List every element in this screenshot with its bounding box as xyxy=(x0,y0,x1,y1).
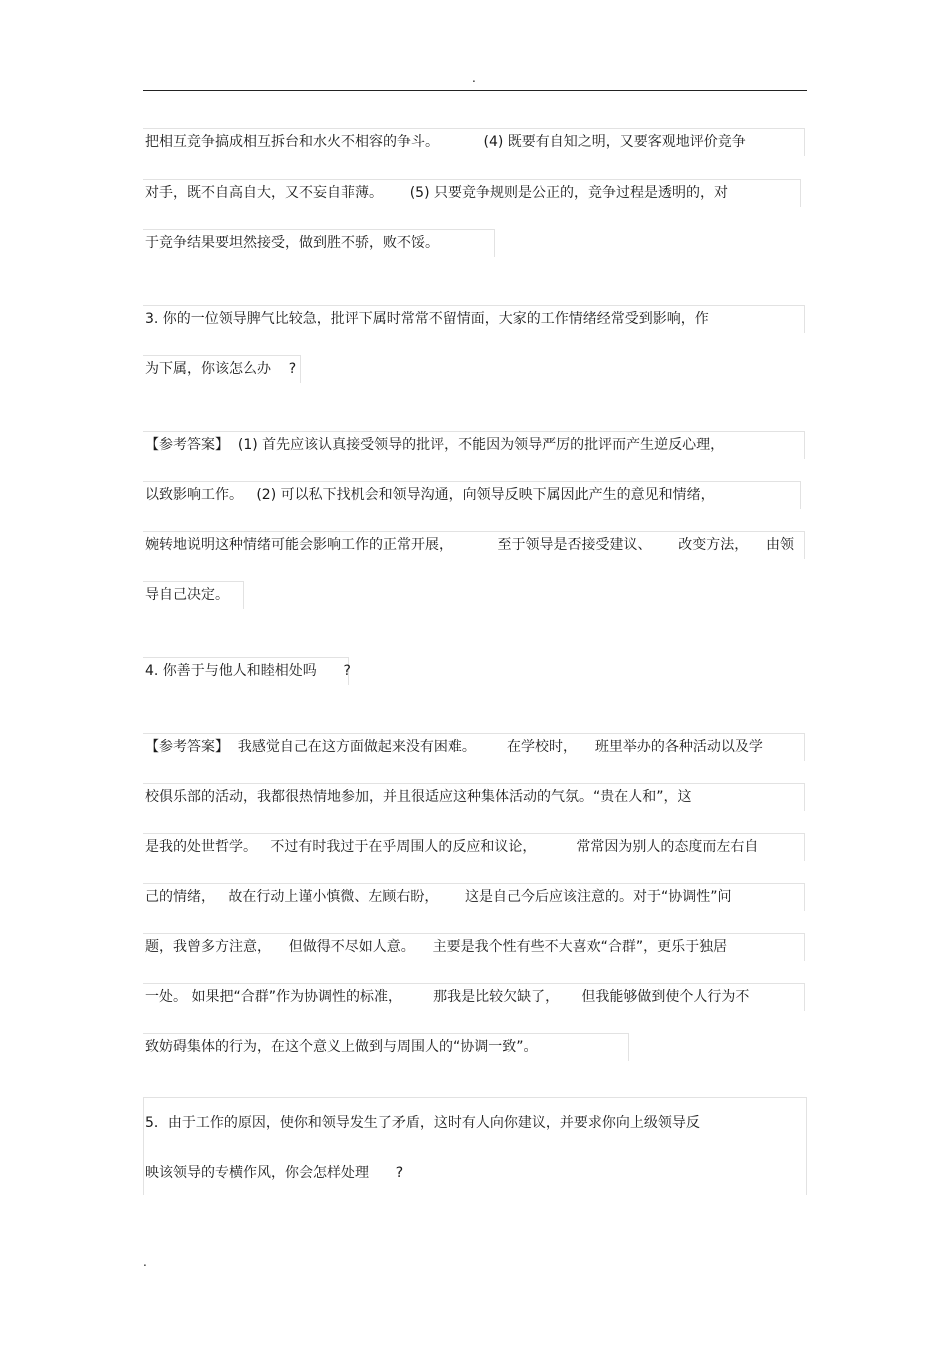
text-line: 映该领导的专横作风，你会怎样处理 ? xyxy=(145,1165,404,1181)
text-line: 题，我曾多方注意， 但做得不尽如人意。 主要是我个性有些不大喜欢“合群”，更乐于独居 xyxy=(145,939,728,955)
header-mark: . xyxy=(472,71,476,85)
answer-4: 【参考答案】 我感觉自己在这方面做起来没有困难。 在学校时， 班里举办的各种活动以及学 xyxy=(145,739,763,755)
text-line: 于竞争结果要坦然接受，做到胜不骄，败不馁。 xyxy=(145,235,439,251)
text-line: 对手，既不自高自大，又不妄自菲薄。 (5) 只要竞争规则是公正的，竞争过程是透明的，对 xyxy=(145,185,728,201)
text-line: 是我的处世哲学。 不过有时我过于在乎周围人的反应和议论， 常常因为别人的态度而左右自 xyxy=(145,839,759,855)
answer-3: 【参考答案】 (1) 首先应该认真接受领导的批评，不能因为领导严厉的批评而产生逆反心理， xyxy=(145,437,725,453)
text-line: 把相互竞争搞成相互拆台和水火不相容的争斗。 (4) 既要有自知之明，又要客观地评价竞争 xyxy=(145,134,746,150)
text-line: 为下属，你该怎么办 ? xyxy=(145,361,297,377)
header-rule xyxy=(143,90,807,91)
text-line: 致妨碍集体的行为，在这个意义上做到与周围人的“协调一致”。 xyxy=(145,1039,538,1055)
text-line: 己的情绪， 故在行动上谨小慎微、左顾右盼， 这是自己今后应该注意的。对于“协调性”问 xyxy=(145,889,732,905)
question-4: 4. 你善于与他人和睦相处吗 ? xyxy=(145,663,351,679)
text-line: 以致影响工作。 (2) 可以私下找机会和领导沟通，向领导反映下属因此产生的意见和情绪， xyxy=(145,487,715,503)
question-5: 5．由于工作的原因，使你和领导发生了矛盾，这时有人向你建议，并要求你向上级领导反 xyxy=(145,1115,700,1131)
question-3: 3. 你的一位领导脾气比较急，批评下属时常常不留情面，大家的工作情绪经常受到影响，作 xyxy=(145,311,709,327)
text-line: 一处。 如果把“合群”作为协调性的标准， 那我是比较欠缺了， 但我能够做到使个人行为不 xyxy=(145,989,750,1005)
footer-mark: . xyxy=(143,1255,147,1269)
text-line: 校俱乐部的活动，我都很热情地参加，并且很适应这种集体活动的气氛。“贵在人和”，这 xyxy=(145,789,692,805)
text-line: 导自己决定。 xyxy=(145,587,229,603)
text-line: 婉转地说明这种情绪可能会影响工作的正常开展， 至于领导是否接受建议、 改变方法， 由领 xyxy=(145,537,795,553)
